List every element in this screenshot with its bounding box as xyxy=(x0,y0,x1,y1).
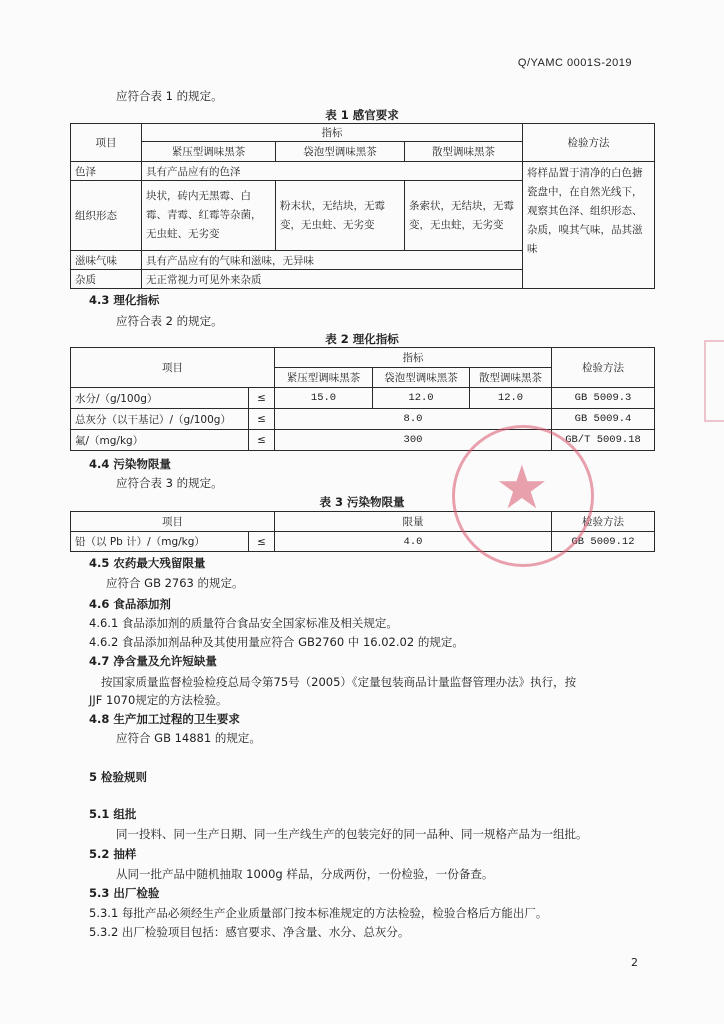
section-4-8-heading: 4.8 生产加工过程的卫生要求 xyxy=(89,712,240,726)
table2-caption: 表 2 理化指标 xyxy=(325,332,399,346)
table2-row-operator: ≤ xyxy=(249,409,275,430)
table2-sub-pressed: 紧压型调味黑茶 xyxy=(275,368,373,388)
section-5-heading: 5 检验规则 xyxy=(89,770,148,784)
section-4-3-text: 应符合表 2 的规定。 xyxy=(116,314,223,328)
intro-text: 应符合表 1 的规定。 xyxy=(116,89,223,103)
table1-method: 将样品置于清净的白色搪瓷盘中，在自然光线下，观察其色泽、组织形态、杂质，嗅其气味，品其滋味 xyxy=(523,162,655,289)
table3-header-item: 项目 xyxy=(71,512,275,532)
section-4-5-heading: 4.5 农药最大残留限量 xyxy=(89,556,206,570)
table1-sub-bagged: 袋泡型调味黑茶 xyxy=(276,142,405,162)
section-4-7-heading: 4.7 净含量及允许短缺量 xyxy=(89,654,217,668)
edge-stamp xyxy=(704,340,724,422)
table3-row-operator: ≤ xyxy=(249,532,275,552)
table2-row-value: 8.0 xyxy=(275,409,552,430)
table1-row-item: 组织形态 xyxy=(71,181,142,251)
table1-sub-loose: 散型调味黑茶 xyxy=(405,142,523,162)
table2-row-bagged: 12.0 xyxy=(373,388,470,409)
section-5-1-heading: 5.1 组批 xyxy=(89,807,137,821)
table3-row-item: 铅（以 Pb 计）/（mg/kg） xyxy=(71,532,249,552)
table3-row-limit: 4.0 xyxy=(275,532,552,552)
table2-row-method: GB 5009.3 xyxy=(552,388,655,409)
table3-caption: 表 3 污染物限量 xyxy=(319,495,405,509)
table1-header-method: 检验方法 xyxy=(523,124,655,162)
seal-star-icon: ★ xyxy=(495,453,549,523)
table1-header-index: 指标 xyxy=(142,124,523,142)
table1-row-item: 色泽 xyxy=(71,162,142,181)
table2-sub-bagged: 袋泡型调味黑茶 xyxy=(373,368,470,388)
table1-row-value: 无正常视力可见外来杂质 xyxy=(142,270,523,289)
table1-row-item: 杂质 xyxy=(71,270,142,289)
section-4-7-line2: JJF 1070规定的方法检验。 xyxy=(89,693,228,707)
table2-row-loose: 12.0 xyxy=(470,388,552,409)
section-4-4-text: 应符合表 3 的规定。 xyxy=(116,476,223,490)
section-5-3-heading: 5.3 出厂检验 xyxy=(89,886,160,900)
table1-row-bagged: 粉末状，无结块，无霉变，无虫蛀、无劣变 xyxy=(276,181,405,251)
table1-header-item: 项目 xyxy=(71,124,142,162)
section-4-3-heading: 4.3 理化指标 xyxy=(89,293,160,307)
table2-header-method: 检验方法 xyxy=(552,348,655,388)
table1-row-value: 具有产品应有的气味和滋味，无异味 xyxy=(142,251,523,270)
section-5-2-heading: 5.2 抽样 xyxy=(89,847,137,861)
section-4-5-text: 应符合 GB 2763 的规定。 xyxy=(106,576,244,590)
section-4-6-1-text: 4.6.1 食品添加剂的质量符合食品安全国家标准及相关规定。 xyxy=(89,616,398,630)
table2-row-item: 氟/（mg/kg） xyxy=(71,430,249,451)
page-number: 2 xyxy=(631,956,638,969)
section-4-4-heading: 4.4 污染物限量 xyxy=(89,457,171,471)
sensory-table xyxy=(70,123,655,289)
section-4-6-heading: 4.6 食品添加剂 xyxy=(89,597,171,611)
table2-row-item: 总灰分（以干基记）/（g/100g） xyxy=(71,409,249,430)
table2-row-method: GB/T 5009.18 xyxy=(552,430,655,451)
table2-row-method: GB 5009.4 xyxy=(552,409,655,430)
table1-row-item: 滋味气味 xyxy=(71,251,142,270)
table3-header-limit: 限量 xyxy=(275,512,552,532)
company-seal xyxy=(452,425,594,567)
table2-row-item: 水分/（g/100g） xyxy=(71,388,249,409)
section-4-7-line1: 按国家质量监督检验检疫总局令第75号（2005）《定量包装商品计量监督管理办法》执行，按 xyxy=(101,675,577,689)
section-4-8-text: 应符合 GB 14881 的规定。 xyxy=(116,731,261,745)
section-5-3-2-text: 5.3.2 出厂检验项目包括：感官要求、净含量、水分、总灰分。 xyxy=(89,925,410,939)
table2-row-value: 300 xyxy=(275,430,552,451)
section-5-2-text: 从同一批产品中随机抽取 1000g 样品，分成两份，一份检验，一份备查。 xyxy=(116,867,494,881)
section-4-6-2-text: 4.6.2 食品添加剂品种及其使用量应符合 GB2760 中 16.02.02 的规定。 xyxy=(89,635,464,649)
table2-header-index: 指标 xyxy=(275,348,552,368)
table1-caption: 表 1 感官要求 xyxy=(325,108,399,122)
table1-sub-pressed: 紧压型调味黑茶 xyxy=(142,142,276,162)
section-5-1-text: 同一投料、同一生产日期、同一生产线生产的包装完好的同一品种、同一规格产品为一组批。 xyxy=(116,827,588,841)
table2-row-operator: ≤ xyxy=(249,388,275,409)
table1-row-value: 具有产品应有的色泽 xyxy=(142,162,523,181)
document-id: Q/YAMC 0001S-2019 xyxy=(517,57,632,69)
table2-row-operator: ≤ xyxy=(249,430,275,451)
table2-header-item: 项目 xyxy=(71,348,275,388)
table1-row-pressed: 块状，砖内无黑霉、白霉、青霉、红霉等杂菌，无虫蛀、无劣变 xyxy=(142,181,276,251)
table3-row-method: GB 5009.12 xyxy=(552,532,655,552)
table2-row-pressed: 15.0 xyxy=(275,388,373,409)
section-5-3-1-text: 5.3.1 每批产品必须经生产企业质量部门按本标准规定的方法检验，检验合格后方能出厂。 xyxy=(89,906,548,920)
table2-sub-loose: 散型调味黑茶 xyxy=(470,368,552,388)
physicochemical-table xyxy=(70,347,655,451)
table3-header-method: 检验方法 xyxy=(552,512,655,532)
table1-row-loose: 条索状，无结块，无霉变，无虫蛀，无劣变 xyxy=(405,181,523,251)
